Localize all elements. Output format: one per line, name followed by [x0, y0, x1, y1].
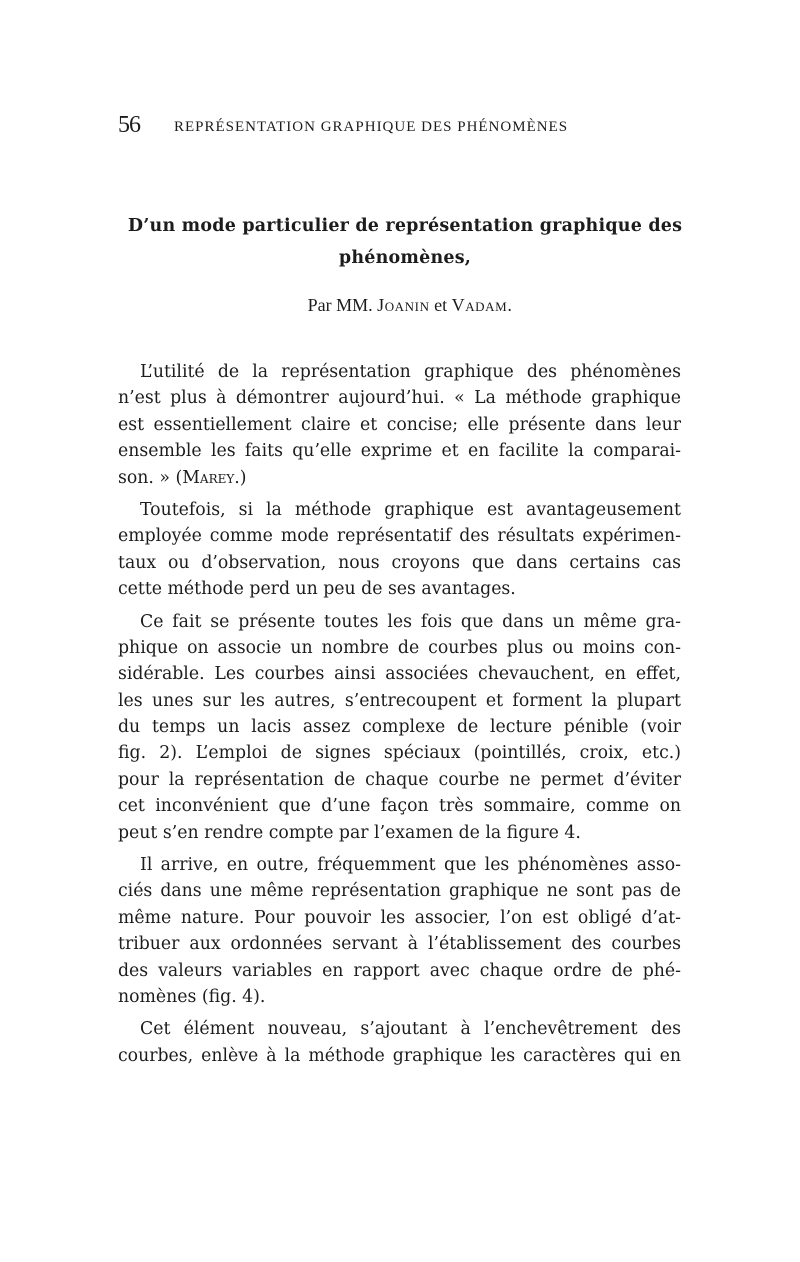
- body-line: les unes sur les autres, s’entrecoupent et forment la plupart: [118, 690, 681, 711]
- body-line: n’est plus à démontrer aujourd’hui. « La méthode graphique: [118, 388, 681, 409]
- byline-prefix: Par MM.: [307, 295, 373, 315]
- running-head: [118, 112, 638, 139]
- article-body: [118, 359, 681, 1069]
- article-title: [110, 210, 700, 274]
- citation-close: .): [234, 467, 247, 488]
- body-line: des valeurs variables en rapport avec chaque ordre de phé-: [118, 960, 681, 981]
- body-line: [118, 465, 681, 491]
- author-joanin: Joanin: [377, 295, 430, 315]
- body-line: pour la représentation de chaque courbe ne permet d’éviter: [118, 769, 681, 790]
- body-line: Toutefois, si la méthode graphique est avantageusement: [140, 499, 681, 520]
- body-line: employée comme mode représentatif des résultats expérimen-: [118, 526, 681, 547]
- citation-marey: Marey: [182, 467, 235, 488]
- body-line: fig. 2). L’emploi de signes spéciaux (pointillés, croix, etc.): [118, 743, 681, 764]
- body-line: L’utilité de la représentation graphique des phénomènes: [140, 362, 681, 382]
- body-line: sidérable. Les courbes ainsi associées chevauchent, en effet,: [118, 664, 681, 685]
- body-line: du temps un lacis assez complexe de lecture pénible (voir: [118, 717, 681, 738]
- author-vadam: Vadam.: [451, 295, 513, 315]
- body-line: ciés dans une même représentation graphique ne sont pas de: [118, 881, 681, 902]
- byline: [110, 295, 710, 316]
- body-line: cette méthode perd un peu de ses avantages.: [118, 579, 516, 600]
- quote-end: son. » (: [118, 467, 183, 488]
- body-line: taux ou d’observation, nous croyons que dans certains cas: [118, 552, 681, 573]
- body-line: phique on associe un nombre de courbes plus ou moins con-: [118, 637, 681, 658]
- byline-connector: et: [434, 295, 448, 315]
- body-line: Cet élément nouveau, s’ajoutant à l’enchevêtrement des: [140, 1019, 681, 1040]
- body-line: nomènes (fig. 4).: [118, 986, 266, 1007]
- article-title-line-1: D’un mode particulier de représentation graphique des: [127, 216, 683, 236]
- body-line: Il arrive, en outre, fréquemment que les phénomènes asso-: [140, 855, 681, 876]
- body-line: courbes, enlève à la méthode graphique les caractères qui en: [118, 1045, 681, 1066]
- body-line: peut s’en rendre compte par l’examen de la figure 4.: [118, 822, 581, 843]
- body-line: est essentiellement claire et concise; elle présente dans leur: [118, 414, 681, 435]
- page-number: 56: [118, 112, 140, 138]
- body-line: ensemble les faits qu’elle exprime et en facilite la comparai-: [118, 441, 681, 462]
- body-line: cet inconvénient que d’une façon très sommaire, comme on: [118, 796, 681, 817]
- running-title: REPRÉSENTATION GRAPHIQUE DES PHÉNOMÈNES: [174, 119, 569, 135]
- body-line: même nature. Pour pouvoir les associer, l’on est obligé d’at-: [118, 907, 681, 928]
- body-line: tribuer aux ordonnées servant à l’établissement des courbes: [118, 934, 681, 955]
- article-title-line-2: phénomènes,: [338, 248, 472, 268]
- body-line: Ce fait se présente toutes les fois que dans un même gra-: [140, 611, 681, 632]
